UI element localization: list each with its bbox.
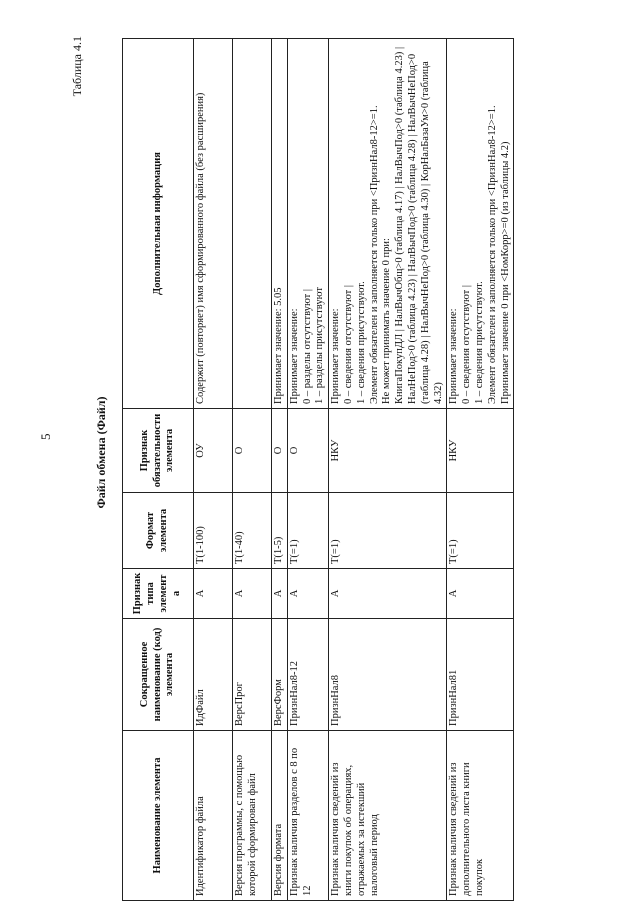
info-line: 0 – сведения отсутствуют | bbox=[342, 285, 354, 404]
cell-name: Версия формата bbox=[272, 731, 288, 901]
cell-code: ПризнНал81 bbox=[447, 619, 514, 731]
cell-info bbox=[287, 39, 328, 409]
info-line: Элемент обязателен и заполняется только при <ПризнНал8-12>=1. bbox=[368, 105, 380, 404]
table-row bbox=[272, 39, 288, 901]
table-row bbox=[447, 39, 514, 901]
cell-code: ПризнНал8-12 bbox=[287, 619, 328, 731]
header-type: Признак типа элемента bbox=[123, 569, 194, 619]
cell-info bbox=[447, 39, 514, 409]
header-short-code: Сокращенное наименование (код) элемента bbox=[123, 619, 194, 731]
info-line: 1 – сведения присутствуют. bbox=[473, 281, 485, 404]
info-line: Содержит (повторяет) имя сформированного файла (без расширения) bbox=[195, 92, 206, 404]
cell-format: T(=1) bbox=[447, 493, 514, 569]
cell-code: ПризнНал8 bbox=[329, 619, 447, 731]
cell-required: НКУ bbox=[447, 409, 514, 493]
page-number: 5 bbox=[38, 433, 53, 440]
header-format: Формат элемента bbox=[123, 493, 194, 569]
table-row bbox=[194, 39, 233, 901]
cell-info bbox=[329, 39, 447, 409]
cell-format: T(1-100) bbox=[194, 493, 233, 569]
cell-format: T(1-40) bbox=[233, 493, 272, 569]
cell-type: А bbox=[272, 569, 288, 619]
cell-format: T(1-5) bbox=[272, 493, 288, 569]
header-additional-info: Дополнительная информация bbox=[123, 39, 194, 409]
cell-info bbox=[233, 39, 272, 409]
info-line: Принимает значение: bbox=[288, 308, 300, 404]
cell-required: НКУ bbox=[329, 409, 447, 493]
cell-name: Признак наличия сведений из книги покупок об операциях, отражаемых за истекший налоговый период bbox=[329, 731, 447, 901]
cell-code: ИдФайл bbox=[194, 619, 233, 731]
header-required: Признак обязательности элемента bbox=[123, 409, 194, 493]
cell-name: Признак наличия разделов с 8 по 12 bbox=[287, 731, 328, 901]
table-row bbox=[287, 39, 328, 901]
cell-format: T(=1) bbox=[329, 493, 447, 569]
cell-required: ОУ bbox=[194, 409, 233, 493]
cell-type: А bbox=[287, 569, 328, 619]
cell-type: А bbox=[194, 569, 233, 619]
info-line: 0 – сведения отсутствуют | bbox=[461, 285, 473, 404]
info-line: 1 – сведения присутствуют. bbox=[355, 281, 367, 404]
table-caption: Файл обмена (Файл) bbox=[94, 396, 108, 509]
info-line: 0 – разделы отсутствуют | bbox=[301, 289, 313, 404]
header-row bbox=[123, 39, 194, 901]
header-element-name: Наименование элемента bbox=[123, 731, 194, 901]
info-line: Принимает значение: bbox=[448, 308, 460, 404]
cell-name: Идентификатор файла bbox=[194, 731, 233, 901]
table-row bbox=[233, 39, 272, 901]
cell-type: А bbox=[447, 569, 514, 619]
cell-name: Признак наличия сведений из дополнительного листа книги покупок bbox=[447, 731, 514, 901]
cell-code: ВерсПрог bbox=[233, 619, 272, 731]
cell-name: Версия программы, с помощью которой сформирован файл bbox=[233, 731, 272, 901]
table-label: Таблица 4.1 bbox=[70, 36, 84, 97]
exchange-file-table bbox=[122, 38, 514, 901]
info-line: КнигаПокупДЛ | НалВычОбщ>0 (таблица 4.17) | НалВычПод>0 (таблица 4.23) | НалНеПод>0 (таблица 4.23) | НалВычПод>0 (таблица 4.28) | НалВычНеПод>0 (таблица 4.28) | НалВычНеПод>0 (таблица 4.30) | КорНалБазаУм>0 (таблица 4.32) bbox=[394, 46, 444, 404]
info-line: 1 – разделы присутствуют bbox=[314, 287, 326, 404]
cell-required: О bbox=[233, 409, 272, 493]
cell-info bbox=[272, 39, 288, 409]
table-row bbox=[329, 39, 447, 901]
cell-type: А bbox=[233, 569, 272, 619]
cell-required: О bbox=[287, 409, 328, 493]
cell-info bbox=[194, 39, 233, 409]
cell-format: T(=1) bbox=[287, 493, 328, 569]
info-line: Не может принимать значение 0 при: bbox=[381, 238, 393, 404]
info-line: Принимает значение 0 при <НомКорр>=0 (из таблицы 4.2) bbox=[499, 141, 511, 404]
cell-type: А bbox=[329, 569, 447, 619]
cell-required: О bbox=[272, 409, 288, 493]
info-line: Принимает значение: bbox=[330, 308, 342, 404]
info-line: Элемент обязателен и заполняется только при <ПризнНал8-12>=1. bbox=[486, 105, 498, 404]
info-line: Принимает значение: 5.05 bbox=[273, 287, 284, 404]
cell-code: ВерсФорм bbox=[272, 619, 288, 731]
